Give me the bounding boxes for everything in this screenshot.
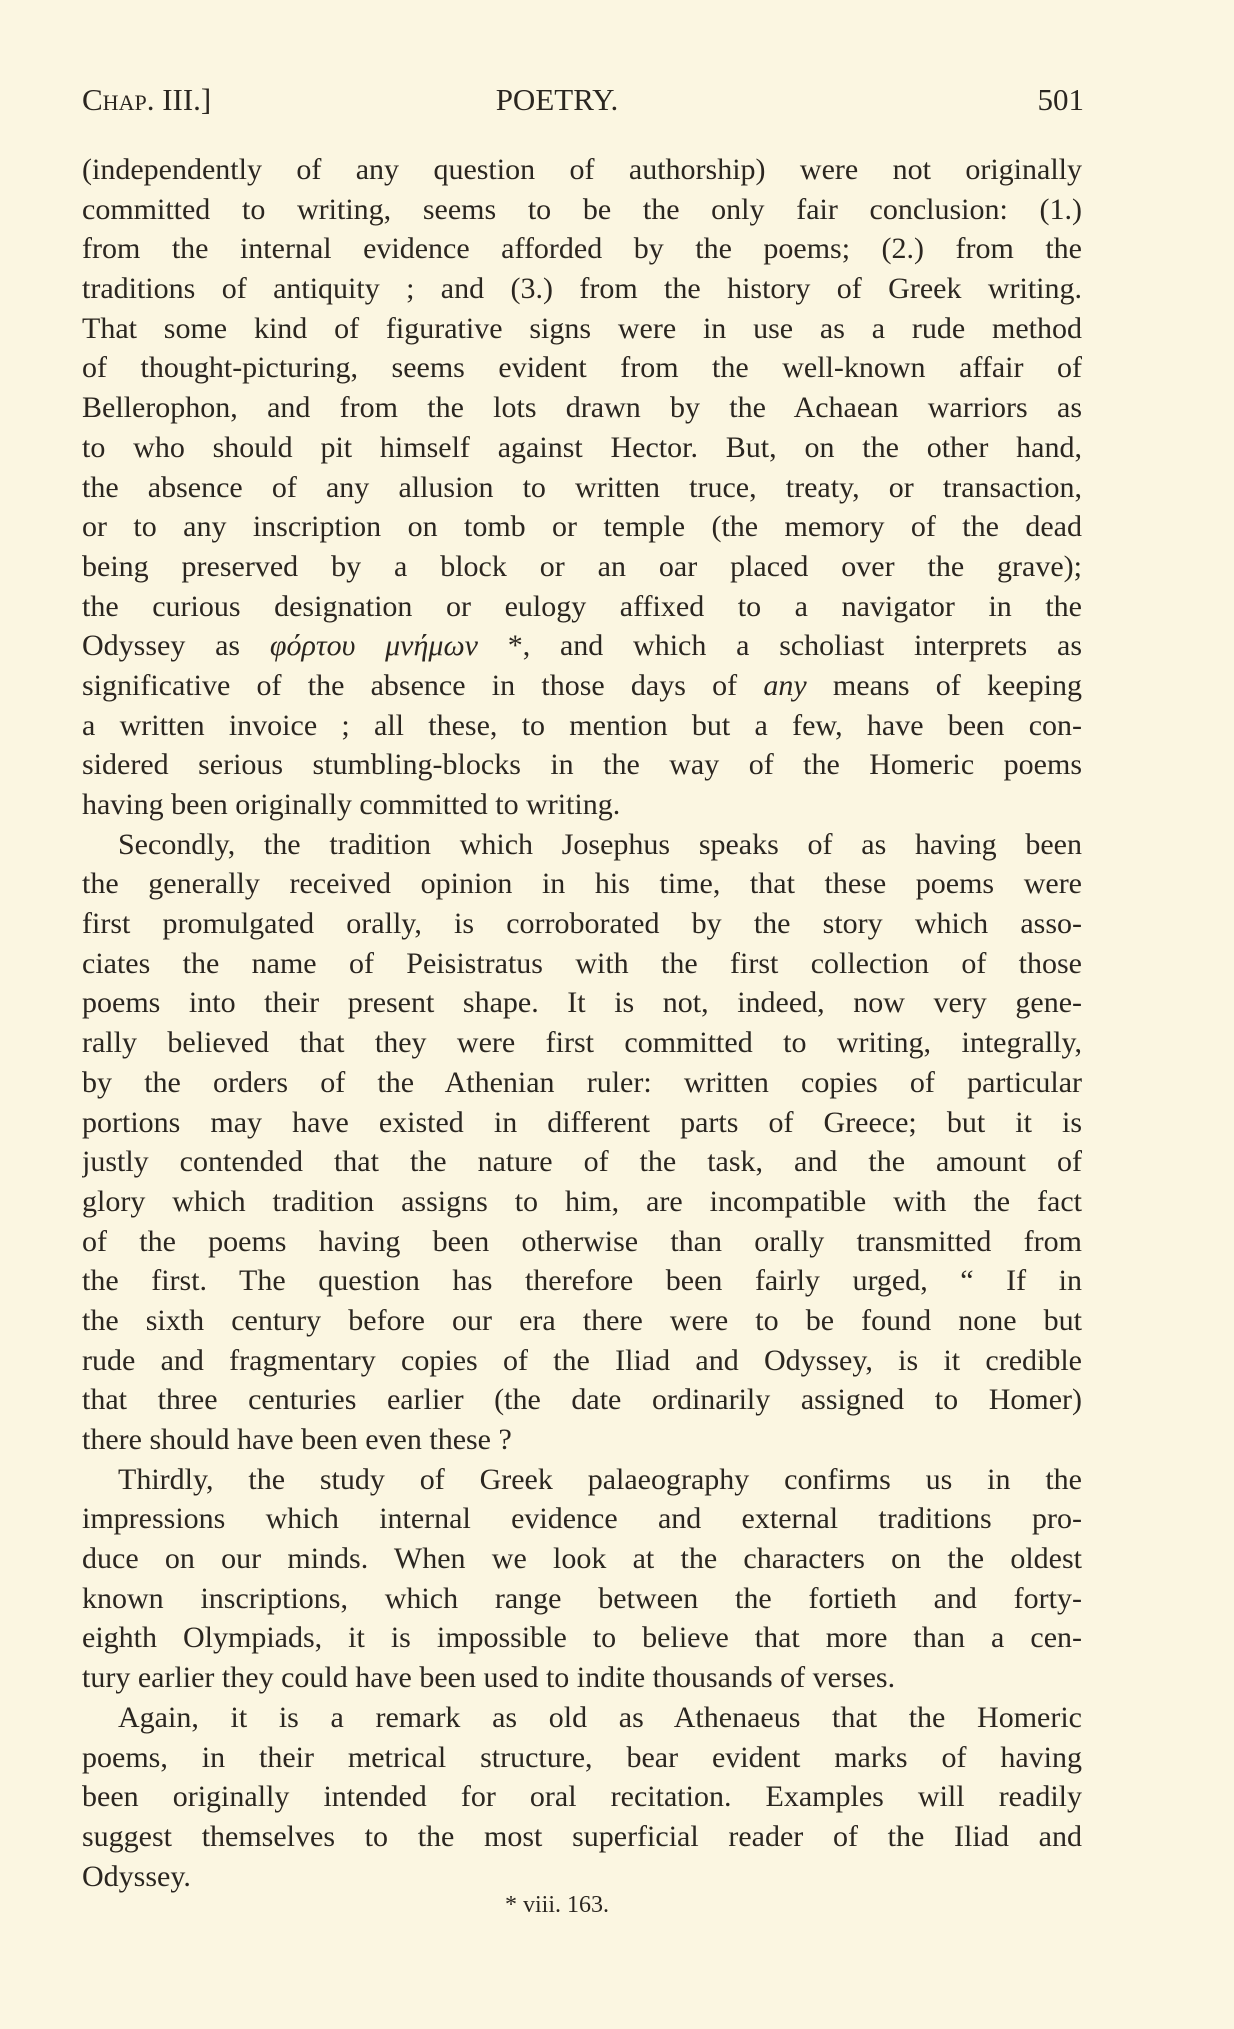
text-line: (independently of any question of authorship) were not originally [82,153,1082,186]
page-number: 501 [1037,82,1084,117]
text-line: Secondly, the tradition which Josephus speaks of as having been [118,827,1082,861]
text-line: the sixth century before our era there were to be found none but [82,1303,1082,1337]
text-line: being preserved by a block or an oar placed over the grave); [82,549,1082,583]
text-line: eighth Olympiads, it is impossible to believe that more than a cen- [82,1621,1082,1655]
text-line: traditions of antiquity ; and (3.) from the history of Greek writing. [82,272,1082,306]
text-line: That some kind of figurative signs were in use as a rude method [82,311,1082,345]
text-line: a written invoice ; all these, to mention but a few, have been con- [82,708,1082,742]
text-line: from the internal evidence afforded by the poems; (2.) from the [82,232,1082,266]
text-line: suggest themselves to the most superficial reader of the Iliad and [82,1819,1082,1853]
running-head-title: POETRY. [495,82,619,117]
text-line: Bellerophon, and from the lots drawn by the Achaean warriors as [82,391,1082,425]
text-line: known inscriptions, which range between the fortieth and forty- [82,1581,1082,1615]
text-line: of thought-picturing, seems evident from the well-known affair of [82,351,1082,385]
text-line: the first. The question has therefore been fairly urged, “ If in [82,1264,1082,1298]
text-line: tury earlier they could have been used to indite thousands of verses. [82,1661,896,1695]
running-head-chapter: Chap. III.] [82,82,212,117]
body-text [82,150,1082,1896]
text-line: rally believed that they were first committed to writing, integrally, [82,1026,1082,1060]
text-line: having been originally committed to writing. [82,788,621,821]
text-line: poems, in their metrical structure, bear evident marks of having [82,1740,1082,1774]
text-line: the generally received opinion in his time, that these poems were [82,867,1082,901]
text-line: been originally intended for oral recitation. Examples will readily [82,1780,1082,1814]
text-line: justly contended that the nature of the task, and the amount of [82,1145,1082,1179]
text-line: sidered serious stumbling-blocks in the way of the Homeric poems [82,748,1082,782]
text-line: rude and fragmentary copies of the Iliad and Odyssey, is it credible [82,1343,1082,1377]
text-line: that three centuries earlier (the date ordinarily assigned to Homer) [82,1383,1082,1417]
text-line: glory which tradition assigns to him, are incompatible with the fact [82,1184,1082,1218]
paragraph [82,1698,1082,1896]
text-line [82,626,1082,666]
italic-text: any [763,668,807,702]
paragraph [82,1460,1082,1698]
text-line: by the orders of the Athenian ruler: written copies of particular [82,1065,1082,1099]
text-line: ciates the name of Peisistratus with the first collection of those [82,946,1082,980]
text-line: Thirdly, the study of Greek palaeography confirms us in the [118,1462,1082,1496]
text-segment: Odyssey as [82,629,270,663]
text-line [82,666,1082,706]
text-line: portions may have existed in different parts of Greece; but it is [82,1105,1082,1139]
paragraph [82,825,1082,1460]
text-line: there should have been even these ? [82,1423,512,1456]
text-line: poems into their present shape. It is not, indeed, now very gene- [82,986,1082,1020]
text-line: committed to writing, seems to be the only fair conclusion: (1.) [82,192,1082,226]
text-segment: means of keeping [806,668,1082,702]
text-line: the absence of any allusion to written truce, treaty, or transaction, [82,470,1082,504]
text-line: duce on our minds. When we look at the characters on the oldest [82,1542,1082,1576]
text-line: to who should pit himself against Hector. But, on the other hand, [82,430,1082,464]
text-line: or to any inscription on tomb or temple (the memory of the dead [82,510,1082,544]
text-line: impressions which internal evidence and external traditions pro- [82,1502,1082,1536]
text-line: Odyssey. [82,1859,191,1893]
paragraph [82,150,1082,825]
text-segment: *, and which a scholiast interprets as [477,629,1082,663]
text-segment: significative of the absence in those days of [82,668,764,702]
text-line: of the poems having been otherwise than orally transmitted from [82,1224,1082,1258]
text-line: the curious designation or eulogy affixed to a navigator in the [82,589,1082,623]
text-line: Again, it is a remark as old as Athenaeus that the Homeric [118,1700,1082,1734]
text-line: first promulgated orally, is corroborated by the story which asso- [82,907,1082,941]
italic-text: φόρτου μνήμων [269,629,478,663]
footnote: * viii. 163. [504,1892,609,1918]
